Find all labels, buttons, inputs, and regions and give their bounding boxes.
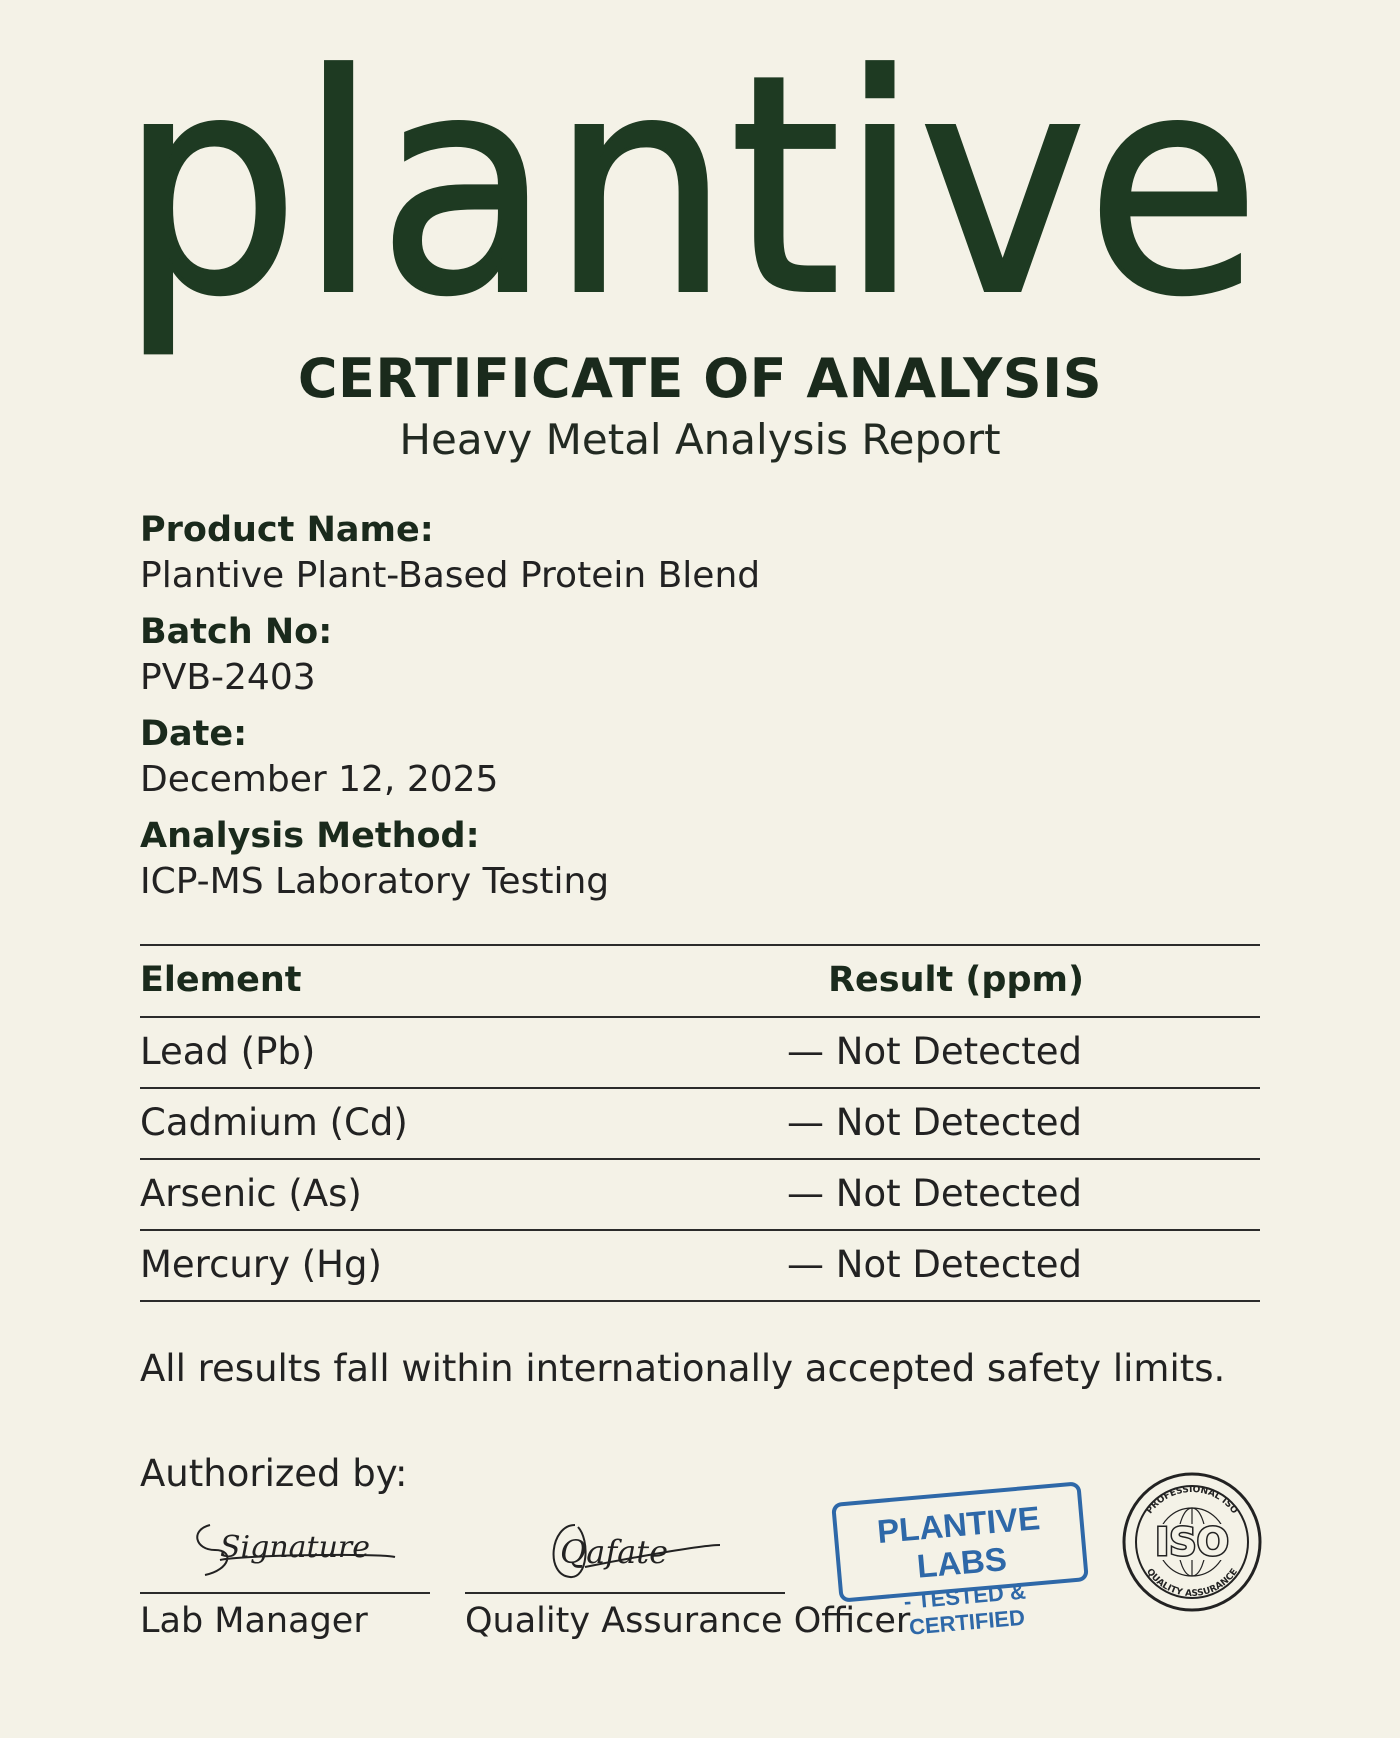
lab-manager-signature [180,1505,400,1585]
table-rule-header [140,1016,1260,1018]
analysis-method-value: ICP-MS Laboratory Testing [140,861,610,902]
result-cell: — Not Detected [787,1101,1082,1144]
table-rule-row [140,1158,1260,1160]
lab-manager-title: Lab Manager [140,1601,368,1641]
document-subtitle: Heavy Metal Analysis Report [399,415,1001,464]
signature-1-text: Signature [220,1530,371,1565]
table-rule-row [140,1229,1260,1231]
iso-top-arc: PROFESSIONAL ISO [1144,1484,1240,1516]
compliance-statement: All results fall within internationally accepted safety limits. [140,1347,1226,1390]
qa-officer-title: Quality Assurance Officer [465,1601,911,1641]
batch-no-label: Batch No: [140,612,333,652]
column-header-result: Result (ppm) [828,960,1084,1000]
stamp-line-2: - TESTED & CERTIFIED [902,1578,1027,1640]
table-rule-row [140,1087,1260,1089]
product-name-value: Plantive Plant-Based Protein Blend [140,555,761,596]
analysis-method-label: Analysis Method: [140,816,480,856]
iso-bottom-arc: QUALITY ASSURANCE [1144,1567,1240,1600]
column-header-element: Element [140,960,302,1000]
stamp-line-1: PLANTIVE LABS [875,1499,1042,1585]
certification-stamp [831,1481,1089,1640]
result-cell: — Not Detected [787,1030,1082,1073]
signature-line-2 [465,1592,785,1594]
authorized-by-label: Authorized by: [140,1452,408,1495]
element-cell: Mercury (Hg) [140,1243,382,1286]
batch-no-value: PVB-2403 [140,657,316,698]
element-cell: Cadmium (Cd) [140,1101,408,1144]
date-label: Date: [140,714,248,754]
iso-center-text: ISO [1155,1520,1229,1564]
element-cell: Lead (Pb) [140,1030,316,1073]
document-title: CERTIFICATE OF ANALYSIS [297,347,1103,410]
signature-line-1 [140,1592,430,1594]
element-cell: Arsenic (As) [140,1172,362,1215]
result-cell: — Not Detected [787,1172,1082,1215]
table-rule-bottom [140,1300,1260,1302]
brand-logo-text: plantive [120,40,1260,361]
brand-logo [120,40,1280,370]
qa-officer-signature [540,1505,740,1590]
table-rule-top [140,944,1260,946]
signature-2-text: Qafate [560,1533,669,1571]
date-value: December 12, 2025 [140,759,499,800]
product-name-label: Product Name: [140,510,434,550]
result-cell: — Not Detected [787,1243,1082,1286]
iso-seal [1120,1470,1265,1615]
